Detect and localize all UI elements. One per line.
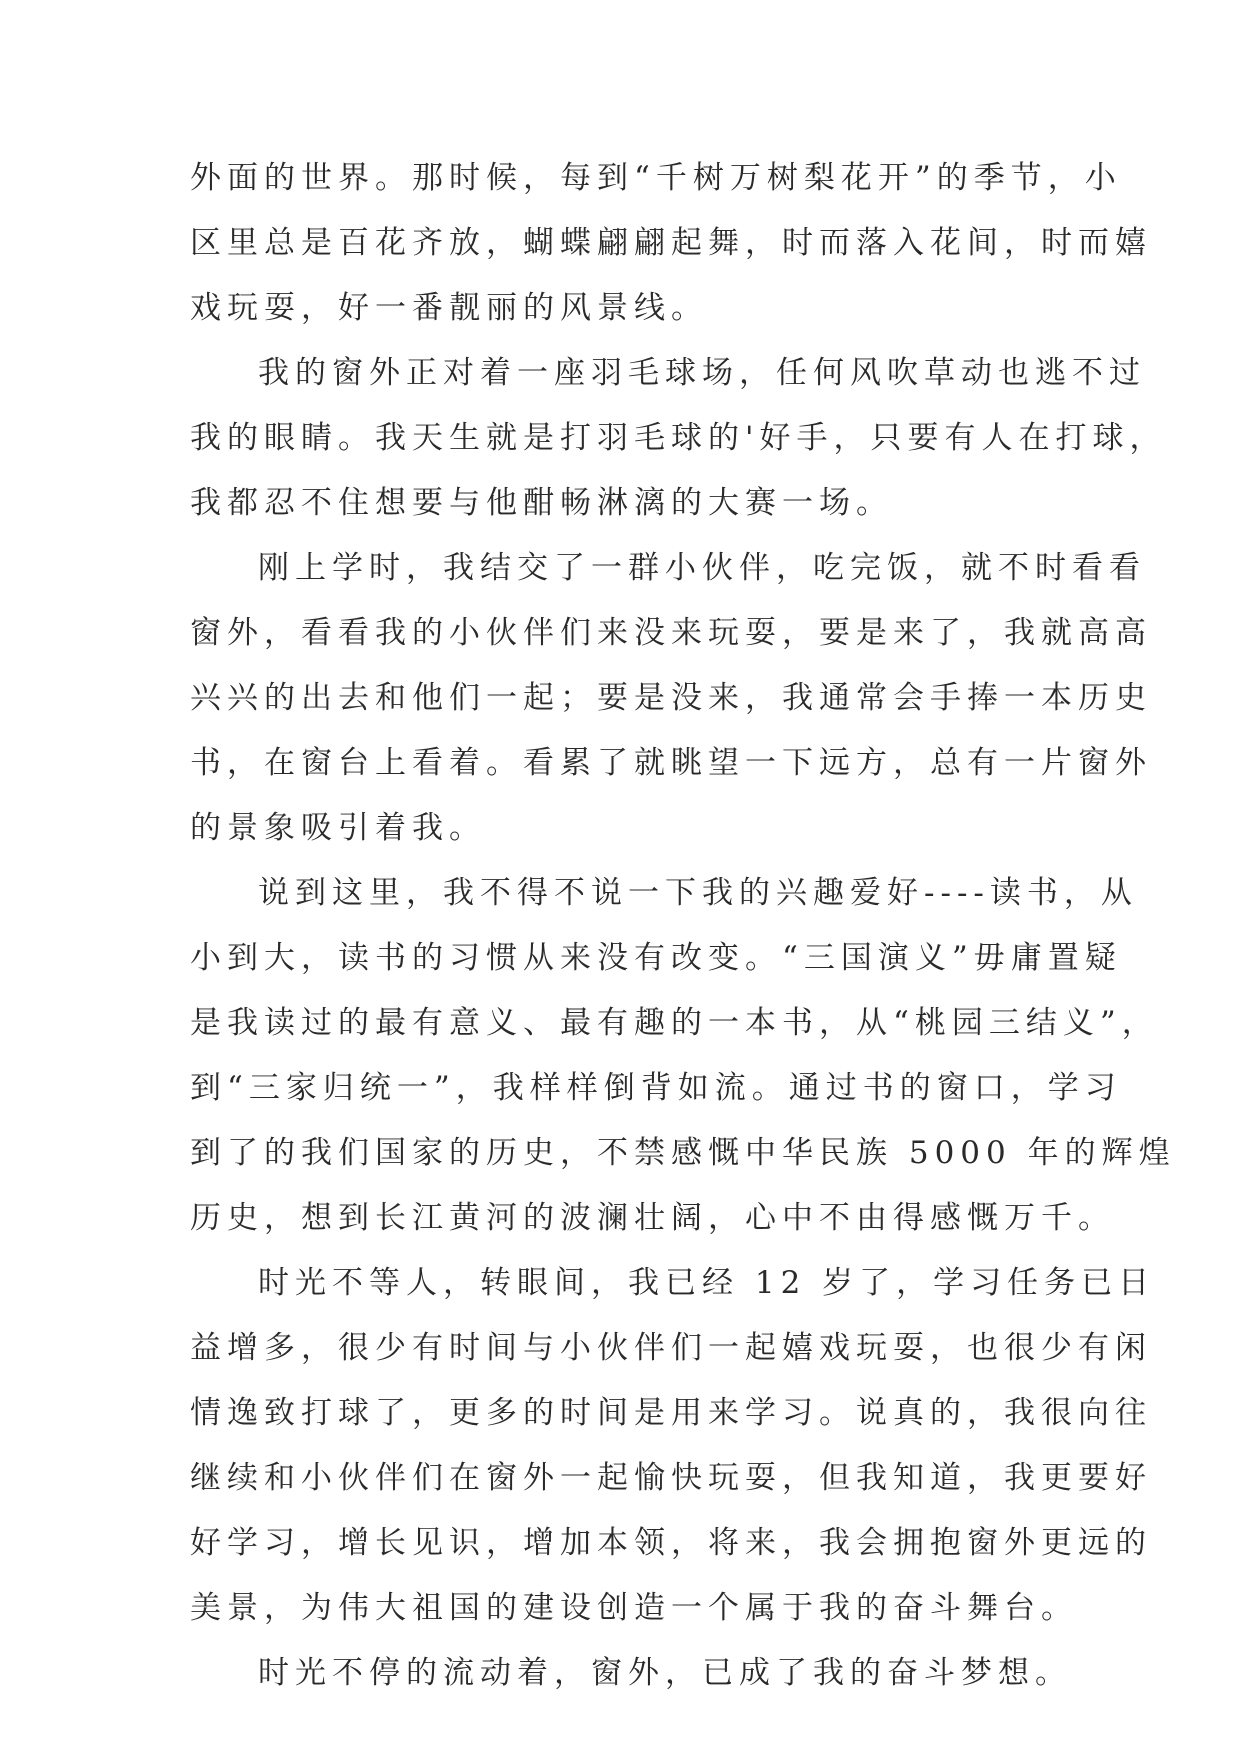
text-line: 历史，想到长江黄河的波澜壮阔，心中不由得感慨万千。 (190, 1200, 1115, 1236)
essay-body (190, 146, 1176, 1706)
text-line: 的景象吸引着我。 (190, 810, 486, 846)
text-line: 继续和小伙伴们在窗外一起愉快玩耍，但我知道，我更要好 (190, 1460, 1152, 1496)
text-line: 情逸致打球了，更多的时间是用来学习。说真的，我很向往 (190, 1395, 1152, 1431)
text-line: 到了的我们国家的历史，不禁感慨中华民族 5000 年的辉煌 (190, 1135, 1176, 1171)
text-line: 外面的世界。那时候，每到“千树万树梨花开”的季节，小 (190, 160, 1122, 196)
paragraph-first-line: 说到这里，我不得不说一下我的兴趣爱好----读书，从 (258, 875, 1138, 911)
text-line: 是我读过的最有意义、最有趣的一本书，从“桃园三结义”， (190, 1005, 1159, 1041)
paragraph-first-line: 刚上学时，我结交了一群小伙伴，吃完饭，就不时看看 (258, 550, 1146, 586)
text-line: 戏玩耍，好一番靓丽的风景线。 (190, 290, 708, 326)
text-line: 书，在窗台上看着。看累了就眺望一下远方，总有一片窗外 (190, 745, 1152, 781)
paragraph-first-line: 时光不等人，转眼间，我已经 12 岁了，学习任务已日 (258, 1265, 1156, 1301)
text-line: 小到大，读书的习惯从来没有改变。“三国演义”毋庸置疑 (190, 940, 1122, 976)
text-line: 兴兴的出去和他们一起；要是没来，我通常会手捧一本历史 (190, 680, 1152, 716)
text-line: 好学习，增长见识，增加本领，将来，我会拥抱窗外更远的 (190, 1525, 1152, 1561)
text-line: 美景，为伟大祖国的建设创造一个属于我的奋斗舞台。 (190, 1590, 1078, 1626)
text-line: 我都忍不住想要与他酣畅淋漓的大赛一场。 (190, 485, 893, 521)
text-line: 到“三家归统一”，我样样倒背如流。通过书的窗口，学习 (190, 1070, 1122, 1106)
text-line: 益增多，很少有时间与小伙伴们一起嬉戏玩耍，也很少有闲 (190, 1330, 1152, 1366)
text-line: 窗外，看看我的小伙伴们来没来玩耍，要是来了，我就高高 (190, 615, 1152, 651)
paragraph-first-line: 我的窗外正对着一座羽毛球场，任何风吹草动也逃不过 (258, 355, 1146, 391)
text-line: 我的眼睛。我天生就是打羽毛球的'好手，只要有人在打球， (190, 420, 1167, 456)
paragraph-first-line: 时光不停的流动着，窗外，已成了我的奋斗梦想。 (258, 1655, 1072, 1691)
text-line: 区里总是百花齐放，蝴蝶翩翩起舞，时而落入花间，时而嬉 (190, 225, 1152, 261)
